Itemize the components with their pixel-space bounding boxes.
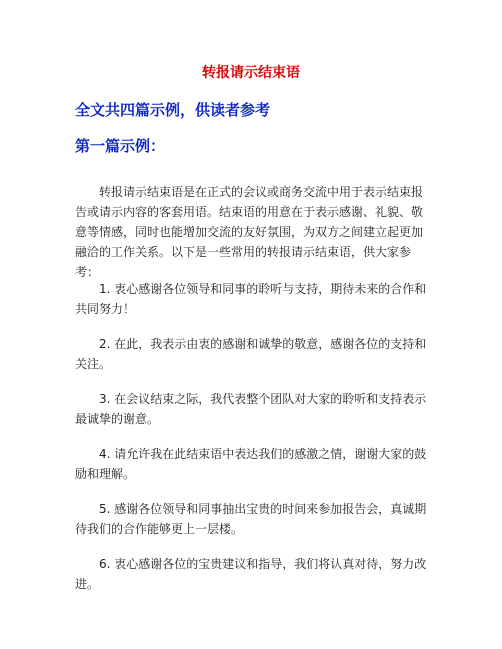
list-item: 1. 衷心感谢各位领导和同事的聆听与支持，期待未来的合作和共同努力！ xyxy=(75,282,427,316)
document-subtitle: 全文共四篇示例，供读者参考 xyxy=(75,101,271,119)
section-heading: 第一篇示例： xyxy=(75,137,166,155)
list-item: 3. 在会议结束之际，我代表整个团队对大家的聆听和支持表示最诚挚的谢意。 xyxy=(75,392,427,426)
list-item: 5. 感谢各位领导和同事抽出宝贵的时间来参加报告会，真诚期待我们的合作能够更上一层楼。 xyxy=(75,502,427,536)
intro-paragraph: 转报请示结束语是在正式的会议或商务交流中用于表示结束报告或请示内容的客套用语。结束语的用意在于表示感谢、礼貌、敬意等情感，同时也能增加交流的友好氛围，为双方之间建立起更加融洽的工作关系。以下是一些常用的转报请示结束语，供大家参考： xyxy=(75,185,424,279)
list-item: 6. 衷心感谢各位的宝贵建议和指导，我们将认真对待，努力改进。 xyxy=(75,557,427,591)
list-item: 2. 在此，我表示由衷的感谢和诚挚的敬意，感谢各位的支持和关注。 xyxy=(75,337,427,371)
document-title: 转报请示结束语 xyxy=(202,65,300,81)
list-item: 4. 请允许我在此结束语中表达我们的感激之情，谢谢大家的鼓励和理解。 xyxy=(75,447,427,481)
